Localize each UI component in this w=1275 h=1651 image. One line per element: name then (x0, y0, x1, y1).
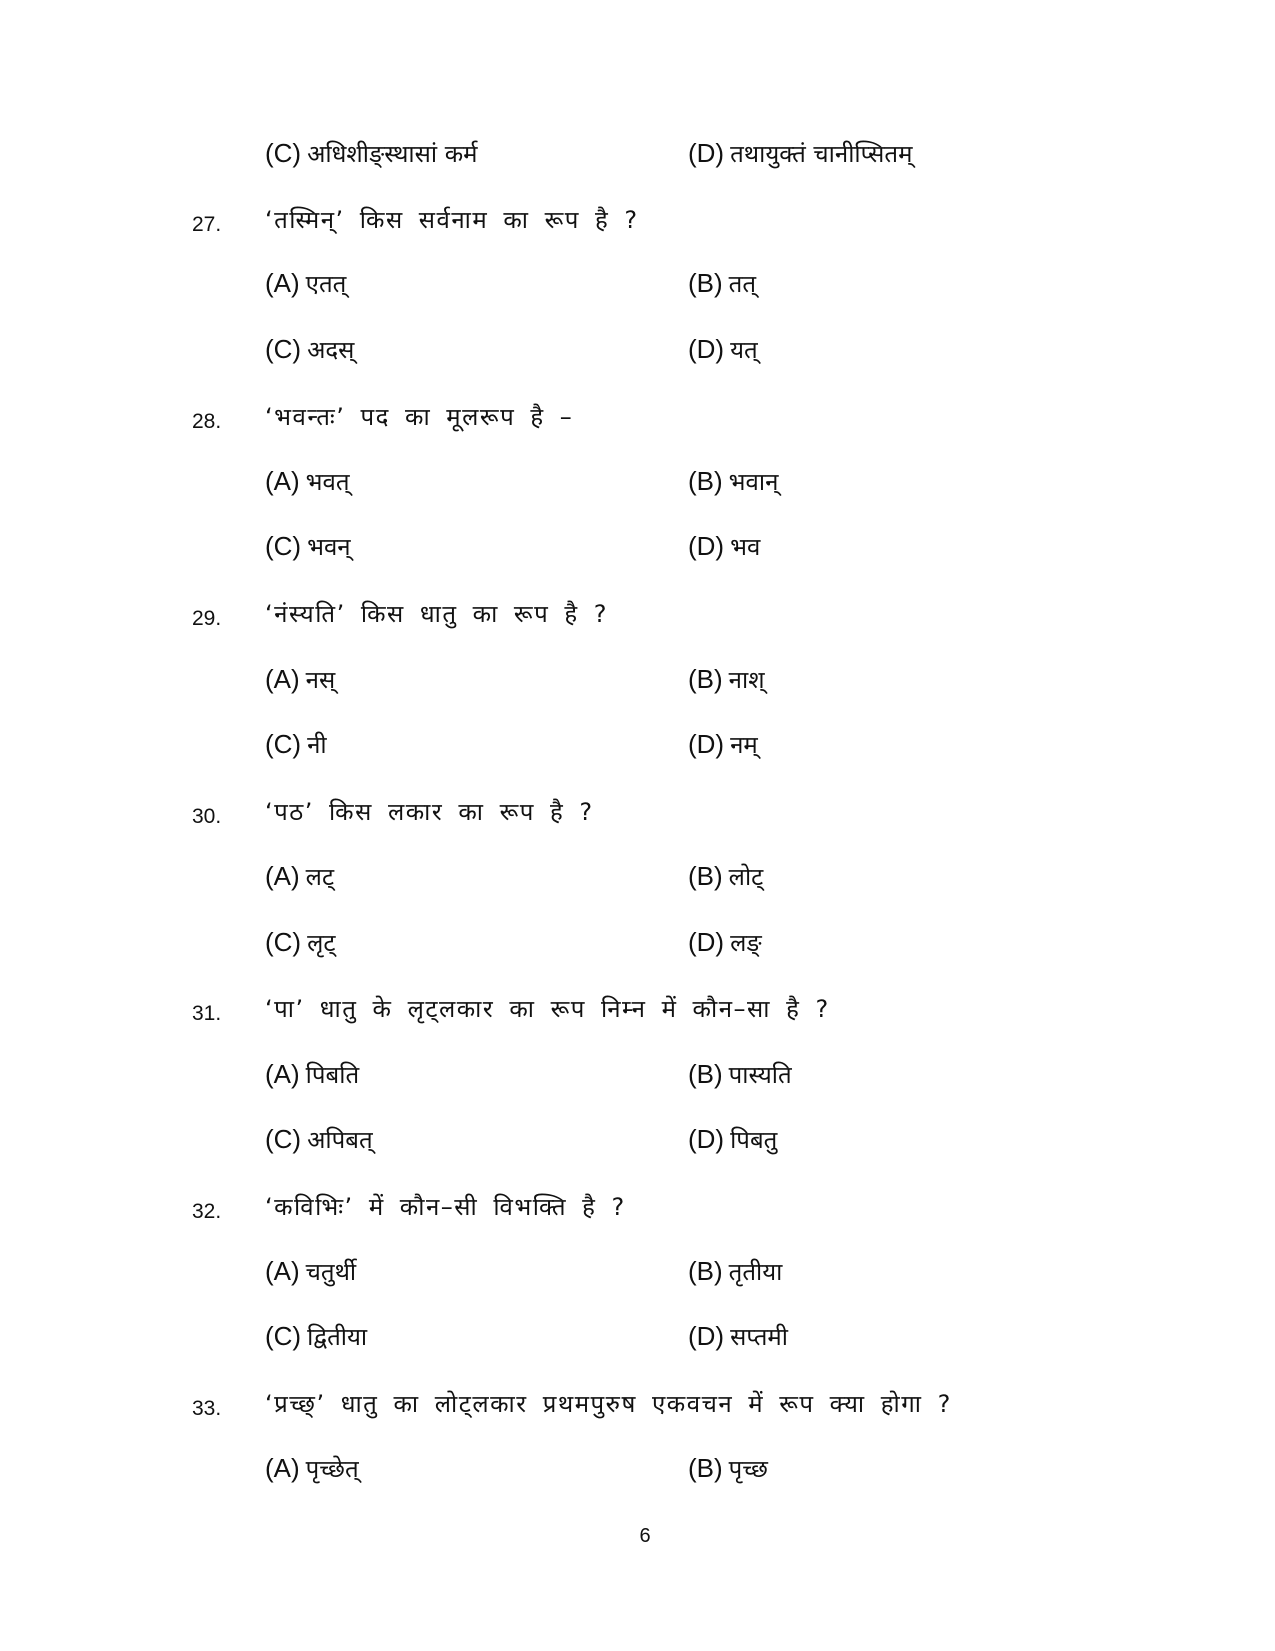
question-text: ‘पठ’ किस लकार का रूप है ? (265, 798, 594, 826)
option-text: नी (307, 731, 327, 759)
option-b (688, 1058, 792, 1091)
option-text: भव (730, 533, 761, 561)
option-text: पास्यति (728, 1061, 792, 1089)
option-label: (D) (688, 1124, 725, 1154)
options-row (0, 1320, 1275, 1360)
options-row (0, 1452, 1275, 1492)
option-text: भवान् (728, 468, 779, 496)
option-a (265, 267, 346, 300)
option-b (688, 1255, 782, 1288)
options-row (0, 926, 1275, 966)
option-label: (B) (688, 664, 723, 694)
options-row (0, 663, 1275, 703)
option-c (265, 530, 351, 563)
question-32 (0, 1190, 1275, 1230)
option-c (265, 1123, 373, 1156)
question-27 (0, 203, 1275, 243)
question-text: ‘नंस्यति’ किस धातु का रूप है ? (265, 600, 608, 628)
option-text: लृट् (307, 929, 336, 957)
option-label: (C) (265, 729, 302, 759)
option-text: पृच्छेत् (305, 1455, 359, 1483)
option-label: (D) (688, 1321, 725, 1351)
options-row (0, 1058, 1275, 1098)
option-text: लोट् (728, 863, 764, 891)
question-number: 27. (192, 213, 222, 236)
option-text: नस् (305, 666, 336, 694)
option-d (688, 926, 762, 959)
option-d (688, 1320, 788, 1353)
option-a (265, 1255, 356, 1288)
option-label: (C) (265, 927, 302, 957)
option-text: पिबतु (730, 1126, 778, 1154)
page-number: 6 (639, 1525, 651, 1547)
option-label: (B) (688, 466, 723, 496)
option-label: (A) (265, 268, 300, 298)
option-label: (C) (265, 334, 302, 364)
option-d (688, 1123, 777, 1156)
option-d (688, 137, 912, 170)
option-label: (B) (688, 1059, 723, 1089)
option-text: सप्तमी (730, 1323, 788, 1351)
option-d (688, 333, 758, 366)
options-row (0, 530, 1275, 570)
options-row (0, 333, 1275, 373)
question-number: 33. (192, 1397, 222, 1420)
option-a (265, 465, 350, 498)
option-label: (D) (688, 729, 725, 759)
option-text: लङ् (730, 929, 762, 957)
option-label: (A) (265, 466, 300, 496)
question-31 (0, 992, 1275, 1032)
option-b (688, 465, 778, 498)
option-label: (C) (265, 1124, 302, 1154)
option-text: चतुर्थी (305, 1258, 357, 1286)
question-number: 29. (192, 607, 222, 630)
option-label: (A) (265, 861, 300, 891)
question-number: 31. (192, 1002, 222, 1025)
option-label: (D) (688, 138, 725, 168)
question-text: ‘तस्मिन्’ किस सर्वनाम का रूप है ? (265, 206, 639, 234)
question-text: ‘कविभिः’ में कौन–सी विभक्ति है ? (265, 1193, 626, 1221)
question-text: ‘प्रच्छ्’ धातु का लोट्लकार प्रथमपुरुष एकवचन में रूप क्या होगा ? (265, 1390, 952, 1418)
option-c (265, 1320, 367, 1353)
option-d (688, 530, 760, 563)
option-label: (B) (688, 268, 723, 298)
option-label: (A) (265, 664, 300, 694)
option-c (265, 137, 478, 170)
option-text: अदस् (307, 336, 355, 364)
option-text: लट् (305, 863, 335, 891)
option-label: (D) (688, 927, 725, 957)
option-text: पृच्छ (728, 1455, 768, 1483)
options-row (0, 728, 1275, 768)
option-text: अधिशीङ्स्थासां कर्म (307, 140, 478, 168)
option-a (265, 663, 335, 696)
option-label: (B) (688, 1256, 723, 1286)
question-number: 28. (192, 410, 222, 433)
option-c (265, 728, 327, 761)
option-label: (C) (265, 1321, 302, 1351)
option-label: (B) (688, 861, 723, 891)
option-label: (B) (688, 1453, 723, 1483)
option-c (265, 333, 354, 366)
option-b (688, 1452, 768, 1485)
option-label: (D) (688, 531, 725, 561)
question-30 (0, 795, 1275, 835)
option-a (265, 1058, 359, 1091)
option-label: (C) (265, 138, 302, 168)
option-text: एतत् (305, 270, 347, 298)
option-label: (A) (265, 1059, 300, 1089)
option-text: द्वितीया (307, 1323, 368, 1351)
question-28 (0, 400, 1275, 440)
option-text: यत् (730, 336, 758, 364)
option-text: पिबति (305, 1061, 360, 1089)
option-label: (C) (265, 531, 302, 561)
options-row (0, 465, 1275, 505)
option-b (688, 267, 756, 300)
option-label: (A) (265, 1256, 300, 1286)
question-33 (0, 1387, 1275, 1427)
option-text: अपिबत् (307, 1126, 373, 1154)
options-row (0, 1255, 1275, 1295)
option-text: भवन् (307, 533, 351, 561)
option-d (688, 728, 758, 761)
question-text: ‘भवन्तः’ पद का मूलरूप है – (265, 403, 574, 431)
option-text: तथायुक्तं चानीप्सितम् (730, 140, 913, 168)
option-c (265, 926, 335, 959)
option-b (688, 663, 765, 696)
option-text: तृतीया (728, 1258, 783, 1286)
option-a (265, 860, 334, 893)
option-label: (D) (688, 334, 725, 364)
continued-options-row (0, 137, 1275, 177)
question-number: 32. (192, 1200, 222, 1223)
option-text: भवत् (305, 468, 350, 496)
option-a (265, 1452, 359, 1485)
option-label: (A) (265, 1453, 300, 1483)
option-text: नाश् (728, 666, 765, 694)
question-29 (0, 597, 1275, 637)
question-text: ‘पा’ धातु के लृट्लकार का रूप निम्न में कौन–सा है ? (265, 995, 830, 1023)
option-text: नम् (730, 731, 758, 759)
option-text: तत् (728, 270, 757, 298)
options-row (0, 860, 1275, 900)
options-row (0, 1123, 1275, 1163)
options-row (0, 267, 1275, 307)
question-number: 30. (192, 805, 222, 828)
option-b (688, 860, 763, 893)
